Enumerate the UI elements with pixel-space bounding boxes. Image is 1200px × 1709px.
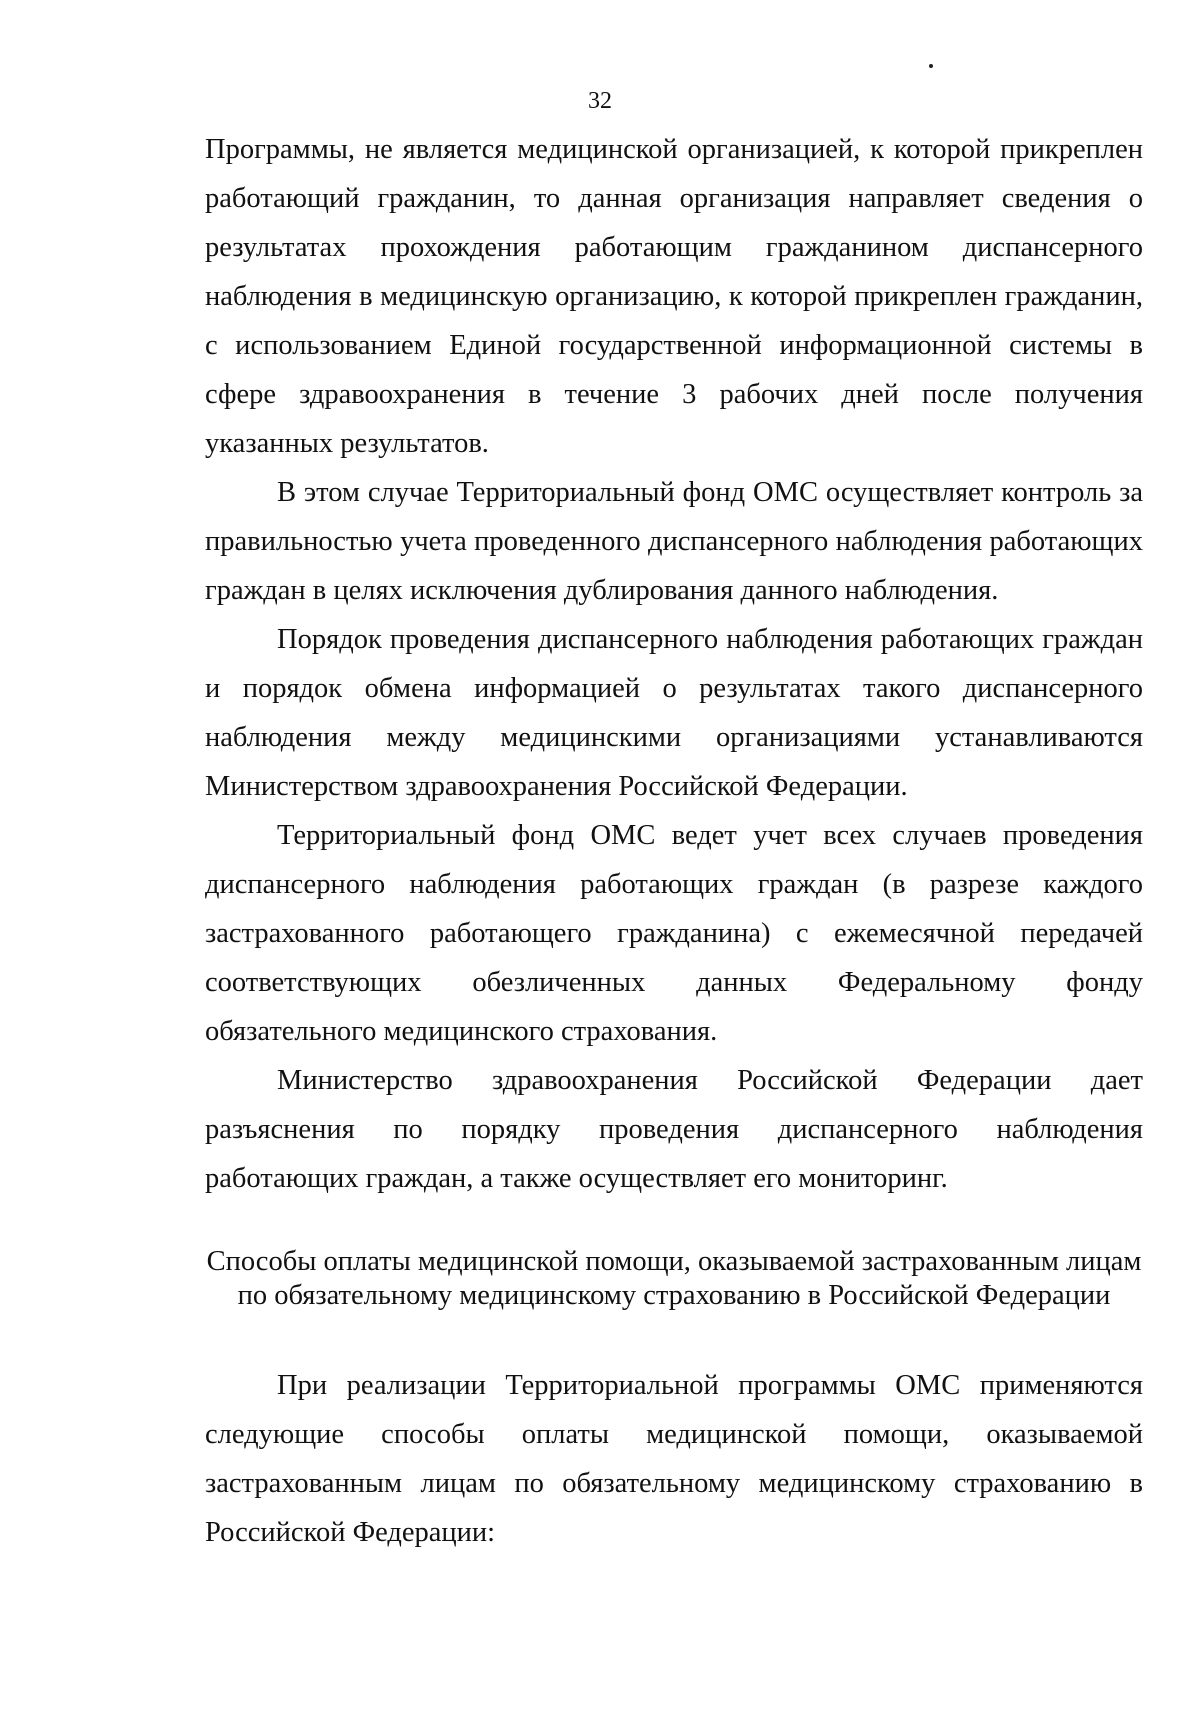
section-heading-line-1: Способы оплаты медицинской помощи, оказываемой застрахованным лицам bbox=[206, 1246, 1142, 1277]
document-body bbox=[205, 125, 1143, 1557]
paragraph-payment-methods: При реализации Территориальной программы ОМС применяются следующие способы оплаты медицинской помощи, оказываемой застрахованным лицам по обязательному медицинскому страхованию в Российской Федерации: bbox=[205, 1370, 1143, 1548]
paragraph-ministry: Министерство здравоохранения Российской Федерации дает разъяснения по порядку проведения диспансерного наблюдения работающих граждан, а также осуществляет его мониторинг. bbox=[205, 1065, 1143, 1194]
paragraph-fund-control: В этом случае Территориальный фонд ОМС осуществляет контроль за правильностью учета проведенного диспансерного наблюдения работающих граждан в целях исключения дублирования данного наблюдения. bbox=[205, 477, 1143, 606]
scan-speck bbox=[929, 64, 933, 68]
paragraph-continuation: Программы, не является медицинской организацией, к которой прикреплен работающий гражданин, то данная организация направляет сведения о результатах прохождения работающим гражданином диспансерного наблюдения в медицинскую организацию, к которой прикреплен гражданин, с использованием Единой государственной информационной системы в сфере здравоохранения в течение 3 рабочих дней после получения указанных результатов. bbox=[205, 134, 1143, 459]
page-number: 32 bbox=[588, 88, 612, 114]
paragraph-procedure: Порядок проведения диспансерного наблюдения работающих граждан и порядок обмена информацией о результатах такого диспансерного наблюдения между медицинскими организациями устанавливаются Министерством здравоохранения Российской Федерации. bbox=[205, 624, 1143, 802]
paragraph-fund-records: Территориальный фонд ОМС ведет учет всех случаев проведения диспансерного наблюдения работающих граждан (в разрезе каждого застрахованного работающего гражданина) с ежемесячной передачей соответствующих обезличенных данных Федеральному фонду обязательного медицинского страхования. bbox=[205, 820, 1143, 1047]
section-heading-line-2: по обязательному медицинскому страхованию в Российской Федерации bbox=[237, 1280, 1111, 1311]
section-heading bbox=[205, 1245, 1143, 1313]
